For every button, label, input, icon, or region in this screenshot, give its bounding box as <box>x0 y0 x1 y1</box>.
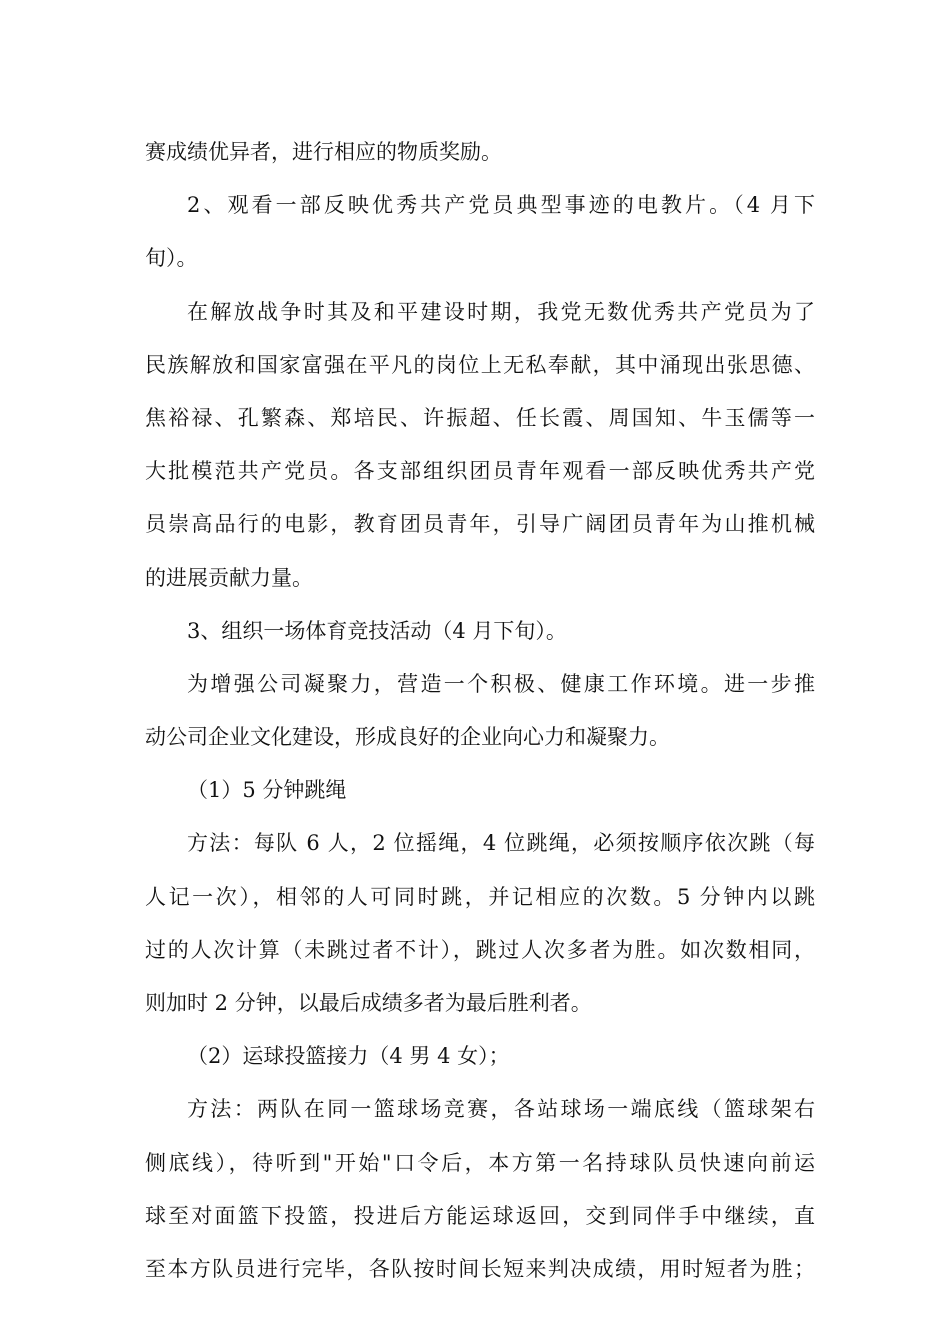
text-line: 赛成绩优异者，进行相应的物质奖励。 <box>145 140 502 164</box>
text-line: 球至对面篮下投篮，投进后方能运球返回，交到同伴手中继续，直 <box>145 1203 815 1228</box>
document-body <box>145 126 815 1296</box>
text-line: 大批模范共产党员。各支部组织团员青年观看一部反映优秀共产党 <box>145 459 815 484</box>
text-line: 的进展贡献力量。 <box>145 565 313 590</box>
text-line: 为增强公司凝聚力，营造一个积极、健康工作环境。进一步推 <box>187 671 815 696</box>
text-line: 至本方队员进行完毕，各队按时间长短来判决成绩，用时短者为胜； <box>145 1256 815 1281</box>
text-line: 方法：两队在同一篮球场竞赛，各站球场一端底线（篮球架右 <box>187 1097 815 1122</box>
text-line: 2、观看一部反映优秀共产党员典型事迹的电教片。（4 月下 <box>187 193 815 218</box>
text-line: 在解放战争时其及和平建设时期，我党无数优秀共产党员为了 <box>187 299 815 324</box>
text-line: 焦裕禄、孔繁森、郑培民、许振超、任长霞、周国知、牛玉儒等一 <box>145 405 815 430</box>
text-line: 人记一次），相邻的人可同时跳，并记相应的次数。5 分钟内以跳 <box>145 884 815 909</box>
text-line: 员崇高品行的电影，教育团员青年，引导广阔团员青年为山推机械 <box>145 512 815 537</box>
text-line: （2）运球投篮接力（4 男 4 女）； <box>187 1044 510 1069</box>
text-line: （1）5 分钟跳绳 <box>187 778 347 803</box>
text-line: 过的人次计算（未跳过者不计），跳过人次多者为胜。如次数相同， <box>145 937 815 962</box>
text-line: 方法：每队 6 人，2 位摇绳，4 位跳绳，必须按顺序依次跳（每 <box>187 831 815 856</box>
text-line: 侧底线），待听到"开始"口令后，本方第一名持球队员快速向前运 <box>145 1150 815 1175</box>
text-line: 则加时 2 分钟，以最后成绩多者为最后胜利者。 <box>145 991 592 1015</box>
text-line: 旬）。 <box>145 246 198 271</box>
text-line: 3、组织一场体育竞技活动（4 月下旬）。 <box>187 618 567 643</box>
text-line: 民族解放和国家富强在平凡的岗位上无私奉献，其中涌现出张思德、 <box>145 352 815 377</box>
text-line: 动公司企业文化建设，形成良好的企业向心力和凝聚力。 <box>145 725 670 750</box>
